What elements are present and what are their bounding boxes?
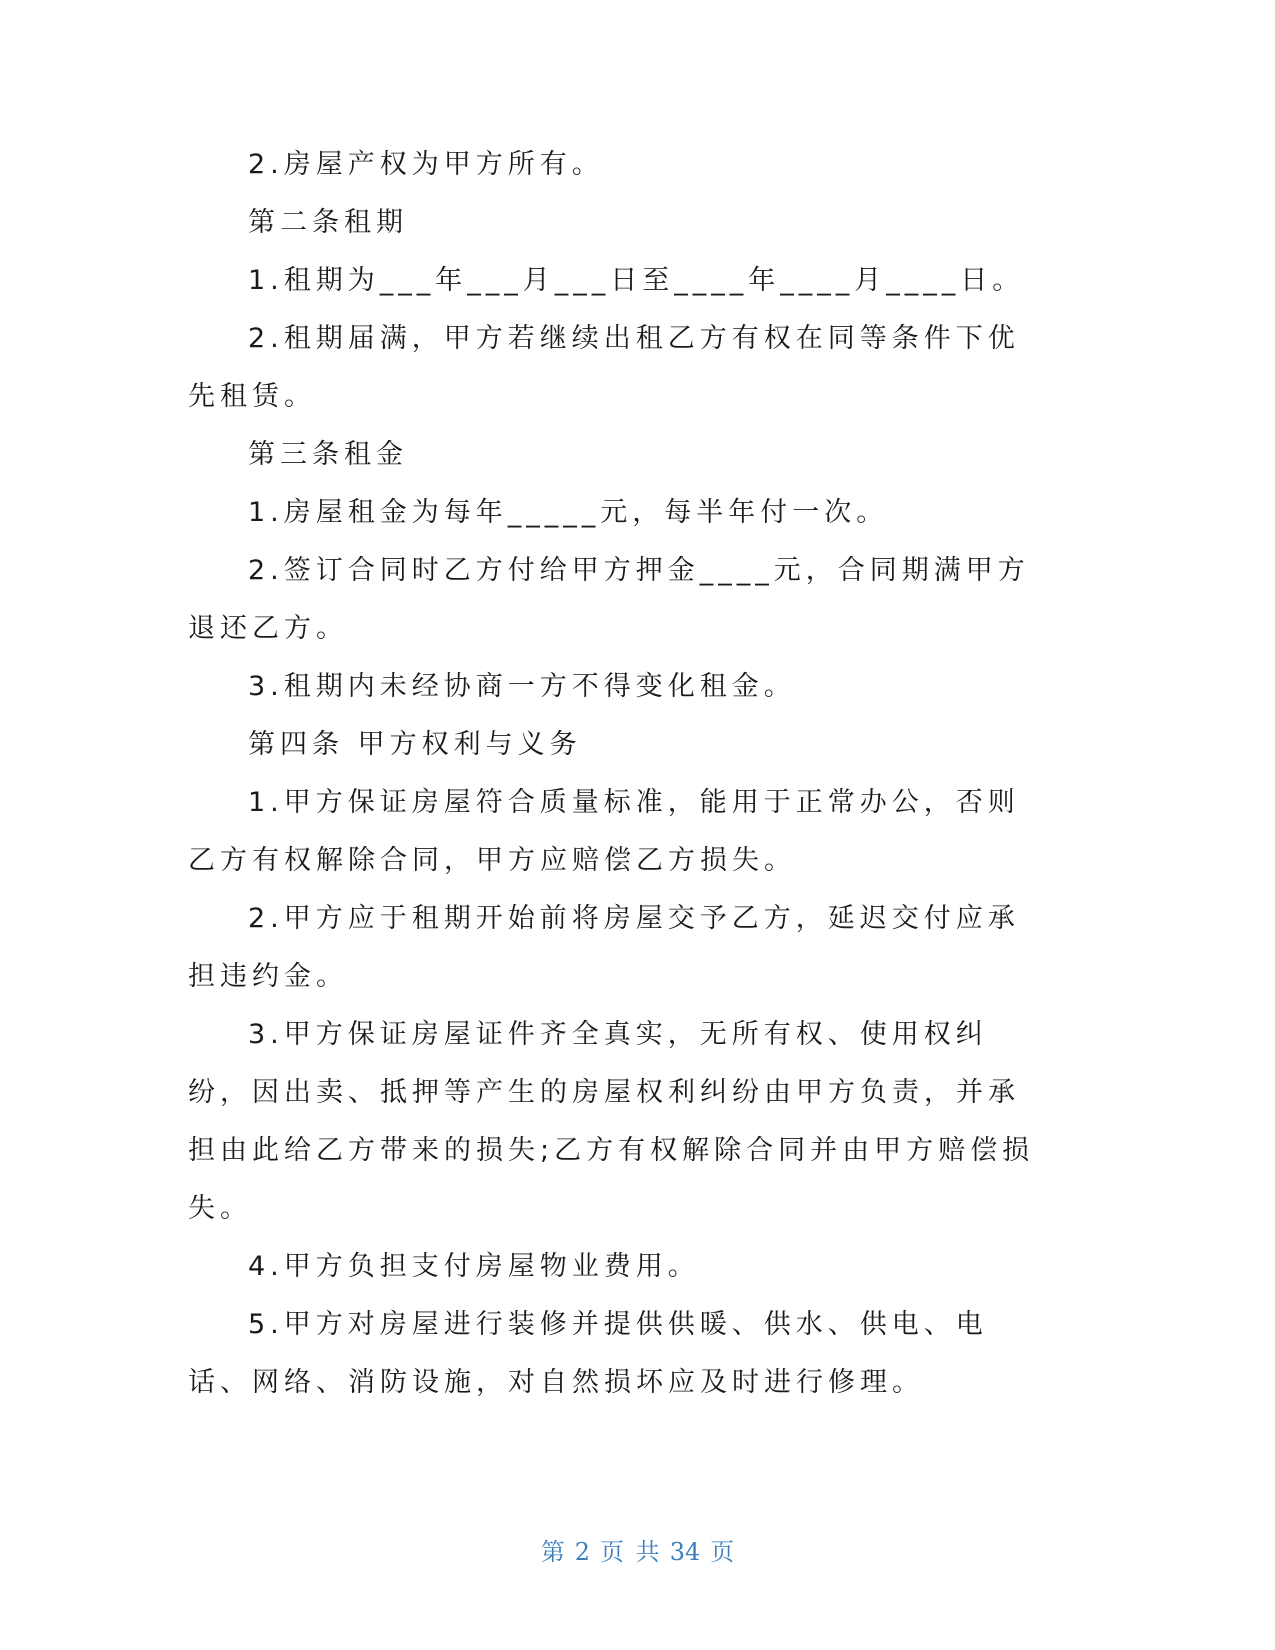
footer-page-prefix: 第 [540,1538,565,1566]
paragraph-delivery: 2.甲方应于租期开始前将房屋交予乙方，延迟交付应承担违约金。 [188,903,1020,992]
paragraph-certificates: 3.甲方保证房屋证件齐全真实，无所有权、使用权纠纷，因出卖、抵押等产生的房屋权利纠纷由甲方负责，并承担由此给乙方带来的损失;乙方有权解除合同并由甲方赔偿损失。 [188,1019,1035,1224]
footer-page-number: 2 [574,1538,591,1566]
paragraph-property-ownership: 2.房屋产权为甲方所有。 [248,149,604,180]
footer-page-mid: 页 共 [600,1538,660,1566]
document-body [188,136,1048,1412]
paragraph-lease-period: 1.租期为___年___月___日至____年____月____日。 [248,265,1025,296]
page-footer [0,1532,1275,1567]
paragraph-deposit: 2.签订合同时乙方付给甲方押金____元，合同期满甲方退还乙方。 [188,555,1030,644]
section-heading-rent: 第三条租金 [248,439,408,470]
paragraph-quality-guarantee: 1.甲方保证房屋符合质量标准，能用于正常办公，否则乙方有权解除合同，甲方应赔偿乙方损失。 [188,787,1020,876]
paragraph-facilities: 5.甲方对房屋进行装修并提供供暖、供水、供电、电话、网络、消防设施，对自然损坏应及时进行修理。 [188,1309,988,1398]
section-heading-landlord-rights: 第四条 甲方权利与义务 [248,729,582,760]
paragraph-property-fees: 4.甲方负担支付房屋物业费用。 [248,1251,700,1282]
footer-total-pages: 34 [669,1538,701,1566]
paragraph-renewal-priority: 2.租期届满，甲方若继续出租乙方有权在同等条件下优先租赁。 [188,323,1020,412]
footer-page-suffix: 页 [710,1538,735,1566]
section-heading-lease-term: 第二条租期 [248,207,408,238]
paragraph-rent-change: 3.租期内未经协商一方不得变化租金。 [248,671,796,702]
paragraph-annual-rent: 1.房屋租金为每年_____元，每半年付一次。 [248,497,889,528]
